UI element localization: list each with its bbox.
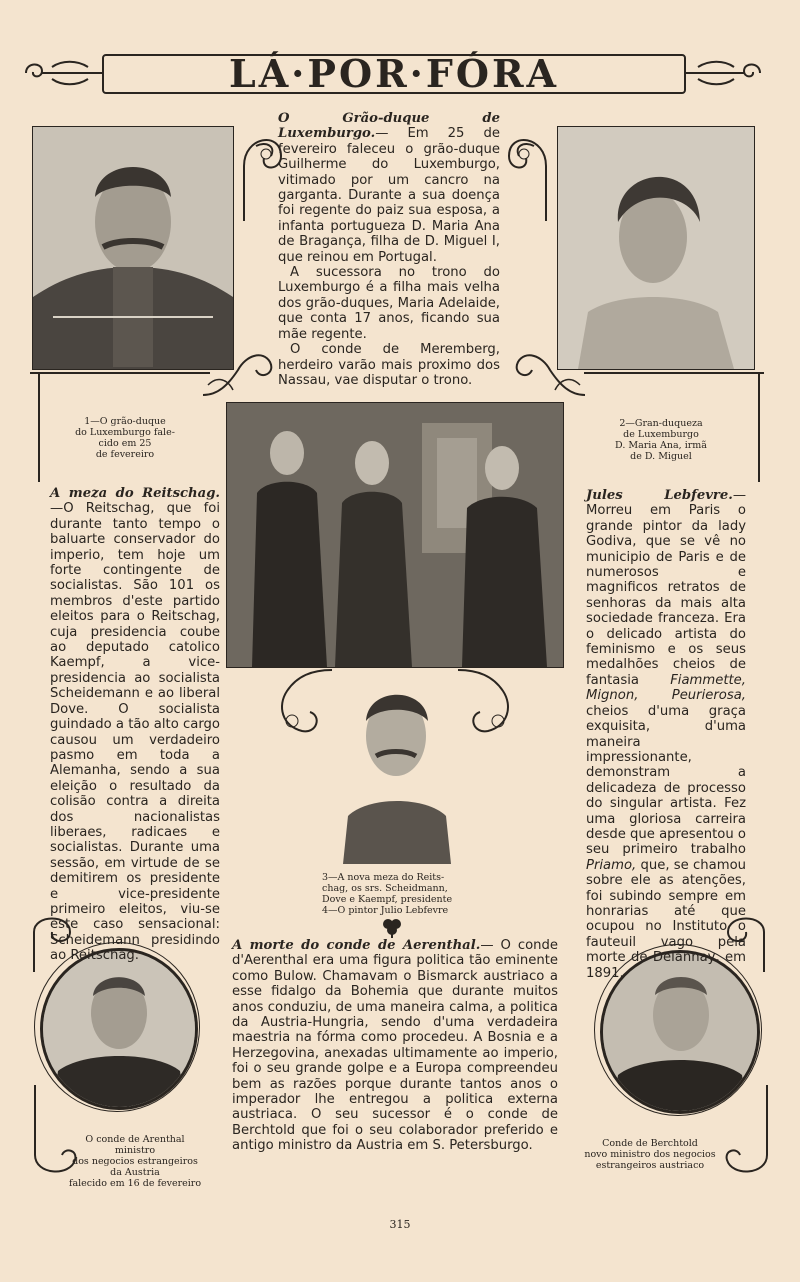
floral-ornament-icon xyxy=(262,666,334,740)
left-scroll-ornament xyxy=(22,58,104,88)
caption-line: do Luxemburgo fale- xyxy=(75,427,175,438)
right-scroll-ornament xyxy=(682,58,764,88)
article-grao-duque xyxy=(278,111,500,388)
caption-reitschag xyxy=(322,872,476,916)
caption-line: 4—O pintor Julio Lebfevre xyxy=(322,905,449,916)
caption-line: 1—O grão-duque xyxy=(84,416,166,427)
article-lebfevre xyxy=(586,488,746,981)
border-rule xyxy=(30,372,210,374)
article-text: O conde de Meremberg, herdeiro varão mais proximo dos Nassau, vae disputar o trono. xyxy=(278,342,500,388)
caption-line: de fevereiro xyxy=(95,449,155,460)
photo-reitschag-group xyxy=(226,402,564,668)
caption-line: Conde de Berchtold xyxy=(602,1138,698,1149)
article-text: — Em 25 de fevereiro faleceu o grão-duque Guilherme do Luxemburgo, vitimado por um cancro na garganta. Durante a sua doença foi regente do paiz sua esposa, a infanta portugueza D. Maria Ana de Bragança, filha de D. Miguel I, que reinou em Portugal. xyxy=(278,126,500,265)
floral-ornament-icon xyxy=(456,666,528,740)
caption-line: estrangeiros austriaco xyxy=(595,1160,705,1171)
border-rule xyxy=(38,372,40,482)
border-rule xyxy=(758,372,760,482)
article-text-italic: Priamo, xyxy=(586,857,637,873)
page-number: 315 xyxy=(389,1218,411,1231)
floral-ornament-icon xyxy=(510,340,590,400)
border-rule xyxy=(584,372,764,374)
caption-line: chag, os srs. Scheidmann, xyxy=(322,883,448,894)
caption-aerenthal xyxy=(50,1134,220,1189)
article-heading: O Grão-duque de Luxemburgo. xyxy=(278,111,500,142)
article-text: cheios d'uma graça exquisita, d'uma maneira impressionante, demonstram a delicadeza de processo do singular artista. Fez uma gloriosa carreira desde que apresentou o seu primeiro trabalho xyxy=(586,703,746,858)
floral-ornament-icon xyxy=(502,126,554,221)
caption-line: O conde de Arenthal xyxy=(85,1134,185,1145)
caption-line: de Luxemburgo xyxy=(623,429,699,440)
caption-line: 3—A nova meza do Reits- xyxy=(322,872,445,883)
caption-line: Dove e Kaempf, presidente xyxy=(322,894,453,905)
caption-line: 2—Gran-duqueza xyxy=(619,418,703,429)
caption-grand-duke xyxy=(60,416,190,460)
article-heading: A morte do conde de Aerenthal. xyxy=(232,938,481,953)
photo-grand-duke xyxy=(32,126,234,370)
caption-line: ministro xyxy=(114,1145,156,1156)
article-aerenthal xyxy=(232,938,558,1154)
article-text: — O conde d'Aerenthal era uma figura politica tão eminente como Bulow. Chamavam o Bismarck austriaco a esse fidalgo da Bohemia que durante muitos anos conduziu, de uma maneira calma, a politica da Austria-Hungria, sendo d'uma verdadeira maestria na fórma como procedeu. A Bosnia e a Herzegovina, anexadas ultimamente ao imperio, foi o seu grande golpe e a Europa compreendeu bem as razões porque durante tantos anos o imperador lhe entregou a politica externa austriaca. O seu sucessor é o conde de Berchtold que foi o seu colaborador preferido e antigo ministro da Austria em S. Petersburgo. xyxy=(232,938,558,1154)
caption-line: D. Maria Ana, irmã xyxy=(615,440,707,451)
photo-lebfevre xyxy=(338,676,456,864)
photo-grand-duchess xyxy=(557,126,755,370)
article-text: A sucessora no trono do Luxemburgo é a filha mais velha dos grão-duques, Maria Adelaide, que conta 17 anos, ficando sua mãe regente. xyxy=(278,265,500,342)
masthead xyxy=(22,52,762,94)
clover-icon xyxy=(380,916,404,938)
caption-line: falecido em 16 de fevereiro xyxy=(68,1178,202,1189)
article-text: —O Reitschag, que foi durante tanto tempo o baluarte conservador do imperio, tem hoje um forte contingente de socialistas. São 101 os membros d'este partido eleitos para o Reitschag, cuja presidencia coube ao deputado catolico Kaempf, a vice-presidencia ao socialista Scheidemann e ao liberal Dove. O socialista guindado a tão alto cargo causou um verdadeiro pasmo em toda a Alemanha, sendo a sua eleição o resultado da colisão contra a direita dos nacionalistas liberaes, radicaes e socialistas. Durante uma sessão, em virtude de se demitirem os presidente e vice-presidente primeiro eleitos, viu-se este caso sensacional: Scheidemann presidindo ao Reitschag. xyxy=(50,501,220,964)
caption-line: dos negocios estrangeiros xyxy=(72,1156,198,1167)
article-heading: Jules Lebfevre. xyxy=(586,488,733,503)
caption-line: de D. Miguel xyxy=(630,451,692,462)
floral-ornament-icon xyxy=(198,340,278,400)
article-text: — Morreu em Paris o grande pintor da lady Godiva, que se vê no municipio de Paris e de numerosos e magnificos retratos de senhoras da mais alta sociedade franceza. Era o delicado artista do feminismo e os seus medalhões cheios de fantasia xyxy=(586,488,746,688)
article-text: que, se chamou sobre ele as atenções, foi subindo sempre em honrarias até que ocupou no Instituto o fauteuil vago pela morte de Delannay, em 1891. xyxy=(586,857,746,981)
article-text-italic: Fiammette, Mignon, Peurierosa, xyxy=(586,672,746,704)
caption-line: cido em 25 xyxy=(98,438,152,449)
caption-berchtold xyxy=(560,1138,740,1171)
article-heading: A meza do Reitschag. xyxy=(50,486,220,501)
masthead-title: LÁ·POR·FÓRA xyxy=(228,51,560,96)
caption-grand-duchess xyxy=(596,418,726,462)
article-meza xyxy=(50,486,220,964)
caption-line: novo ministro dos negocios xyxy=(584,1149,716,1160)
caption-line: da Austria xyxy=(110,1167,160,1178)
